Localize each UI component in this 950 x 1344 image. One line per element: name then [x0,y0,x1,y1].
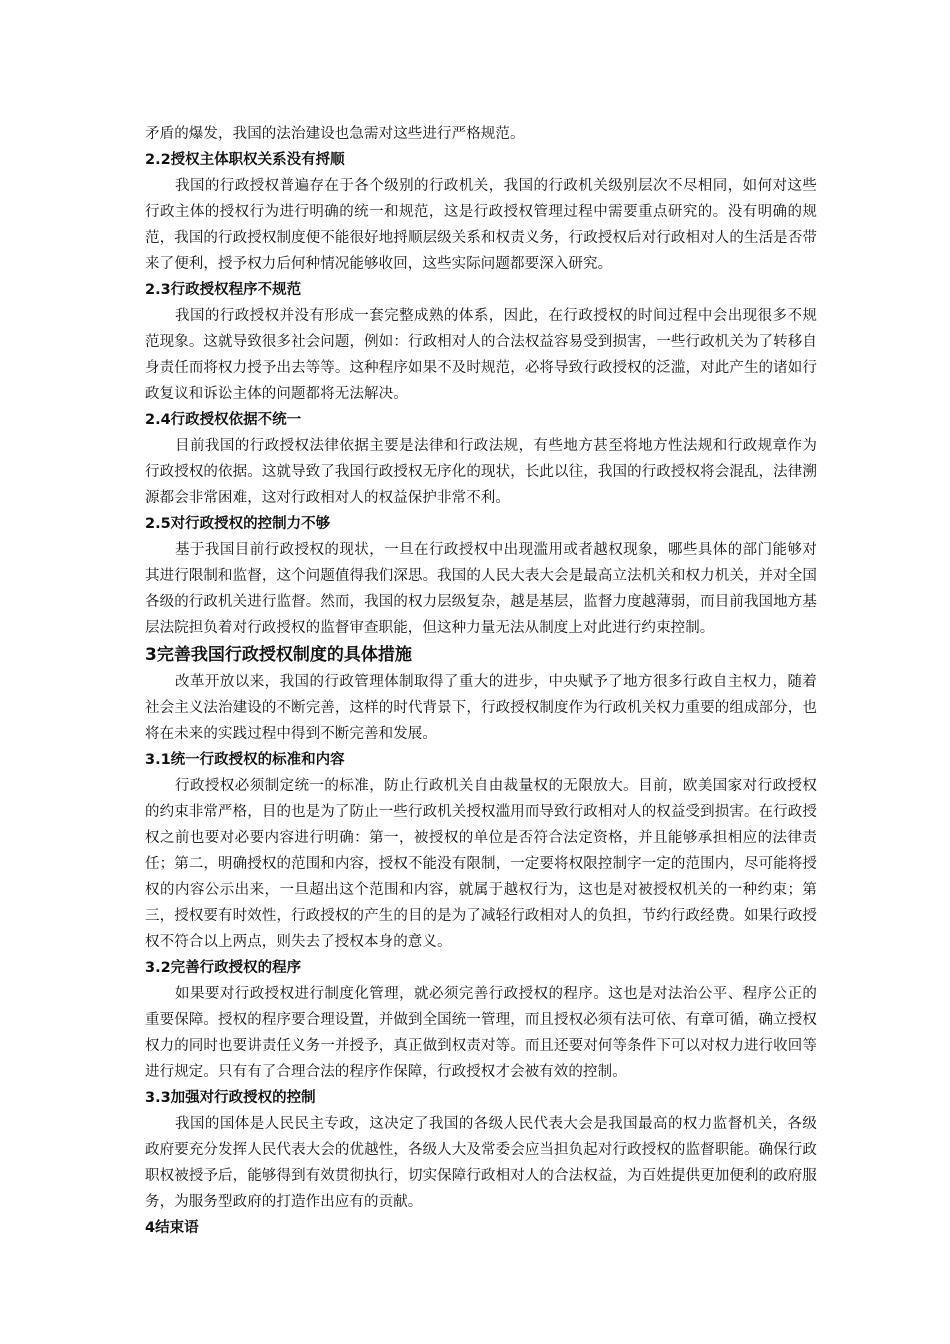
paragraph-2-2: 我国的行政授权普遍存在于各个级别的行政机关，我国的行政机关级别层次不尽相同，如何对这些行政主体的授权行为进行明确的统一和规范，这是行政授权管理过程中需要重点研究的。没有明确的规范，我国的行政授权制度便不能很好地捋顺层级关系和权责义务，行政授权后对行政相对人的生活是否带来了便利，授予权力后何种情况能够收回，这些实际问题都要深入研究。 [145,178,817,272]
heading-4: 4结束语 [145,1220,199,1236]
heading-3-3: 3.3加强对行政授权的控制 [145,1090,316,1106]
paragraph-2-3: 我国的行政授权并没有形成一套完整成熟的体系，因此，在行政授权的时间过程中会出现很多不规范现象。这就导致很多社会问题，例如：行政相对人的合法权益容易受到损害，一些行政机关为了转移自身责任而将权力授予出去等等。这种程序如果不及时规范，必将导致行政授权的泛滥，对此产生的诸如行政复议和诉讼主体的问题都将无法解决。 [145,308,817,402]
heading-2-5: 2.5对行政授权的控制力不够 [145,516,331,532]
heading-2-3: 2.3行政授权程序不规范 [145,282,302,298]
heading-3-1: 3.1统一行政授权的标准和内容 [145,752,345,768]
heading-3-2: 3.2完善行政授权的程序 [145,960,302,976]
document-page [145,121,817,1241]
paragraph-3-1: 行政授权必须制定统一的标准，防止行政机关自由裁量权的无限放大。目前，欧美国家对行政授权的约束非常严格，目的也是为了防止一些行政机关授权滥用而导致行政相对人的权益受到损害。在行政授权之前也要对必要内容进行明确：第一，被授权的单位是否符合法定资格，并且能够承担相应的法律责任；第二，明确授权的范围和内容，授权不能没有限制，一定要将权限控制字一定的范围内，尽可能将授权的内容公示出来，一旦超出这个范围和内容，就属于越权行为，这也是对被授权机关的一种约束；第三，授权要有时效性，行政授权的产生的目的是为了减轻行政相对人的负担，节约行政经费。如果行政授权不符合以上两点，则失去了授权本身的意义。 [145,778,817,950]
paragraph-3: 改革开放以来，我国的行政管理体制取得了重大的进步，中央赋予了地方很多行政自主权力，随着社会主义法治建设的不断完善，这样的时代背景下，行政授权制度作为行政机关权力重要的组成部分，也将在未来的实践过程中得到不断完善和发展。 [145,674,817,742]
paragraph-2-5: 基于我国目前行政授权的现状，一旦在行政授权中出现滥用或者越权现象，哪些具体的部门能够对其进行限制和监督，这个问题值得我们深思。我国的人民大表大会是最高立法机关和权力机关，并对全国各级的行政机关进行监督。然而，我国的权力层级复杂，越是基层，监督力度越薄弱，而目前我国地方基层法院担负着对行政授权的监督审查职能，但这种力量无法从制度上对此进行约束控制。 [145,542,817,636]
paragraph-continued: 矛盾的爆发，我国的法治建设也急需对这些进行严格规范。 [145,126,525,142]
paragraph-3-3: 我国的国体是人民民主专政，这决定了我国的各级人民代表大会是我国最高的权力监督机关，各级政府要充分发挥人民代表大会的优越性，各级人大及常委会应当担负起对行政授权的监督职能。确保行政职权被授予后，能够得到有效贯彻执行，切实保障行政相对人的合法权益，为百姓提供更加便利的政府服务，为服务型政府的打造作出应有的贡献。 [145,1116,817,1210]
paragraph-3-2: 如果要对行政授权进行制度化管理，就必须完善行政授权的程序。这也是对法治公平、程序公正的重要保障。授权的程序要合理设置，并做到全国统一管理，而且授权必须有法可依、有章可循，确立授权权力的同时也要讲责任义务一并授予，真正做到权责对等。而且还要对何等条件下可以对权力进行收回等进行规定。只有有了合理合法的程序作保障，行政授权才会被有效的控制。 [145,986,817,1080]
heading-2-2: 2.2授权主体职权关系没有捋顺 [145,152,345,168]
paragraph-2-4: 目前我国的行政授权法律依据主要是法律和行政法规，有些地方甚至将地方性法规和行政规章作为行政授权的依据。这就导致了我国行政授权无序化的现状，长此以往，我国的行政授权将会混乱，法律溯源都会非常困难，这对行政相对人的权益保护非常不利。 [145,438,817,506]
heading-3: 3完善我国行政授权制度的具体措施 [145,645,412,665]
heading-2-4: 2.4行政授权依据不统一 [145,412,302,428]
